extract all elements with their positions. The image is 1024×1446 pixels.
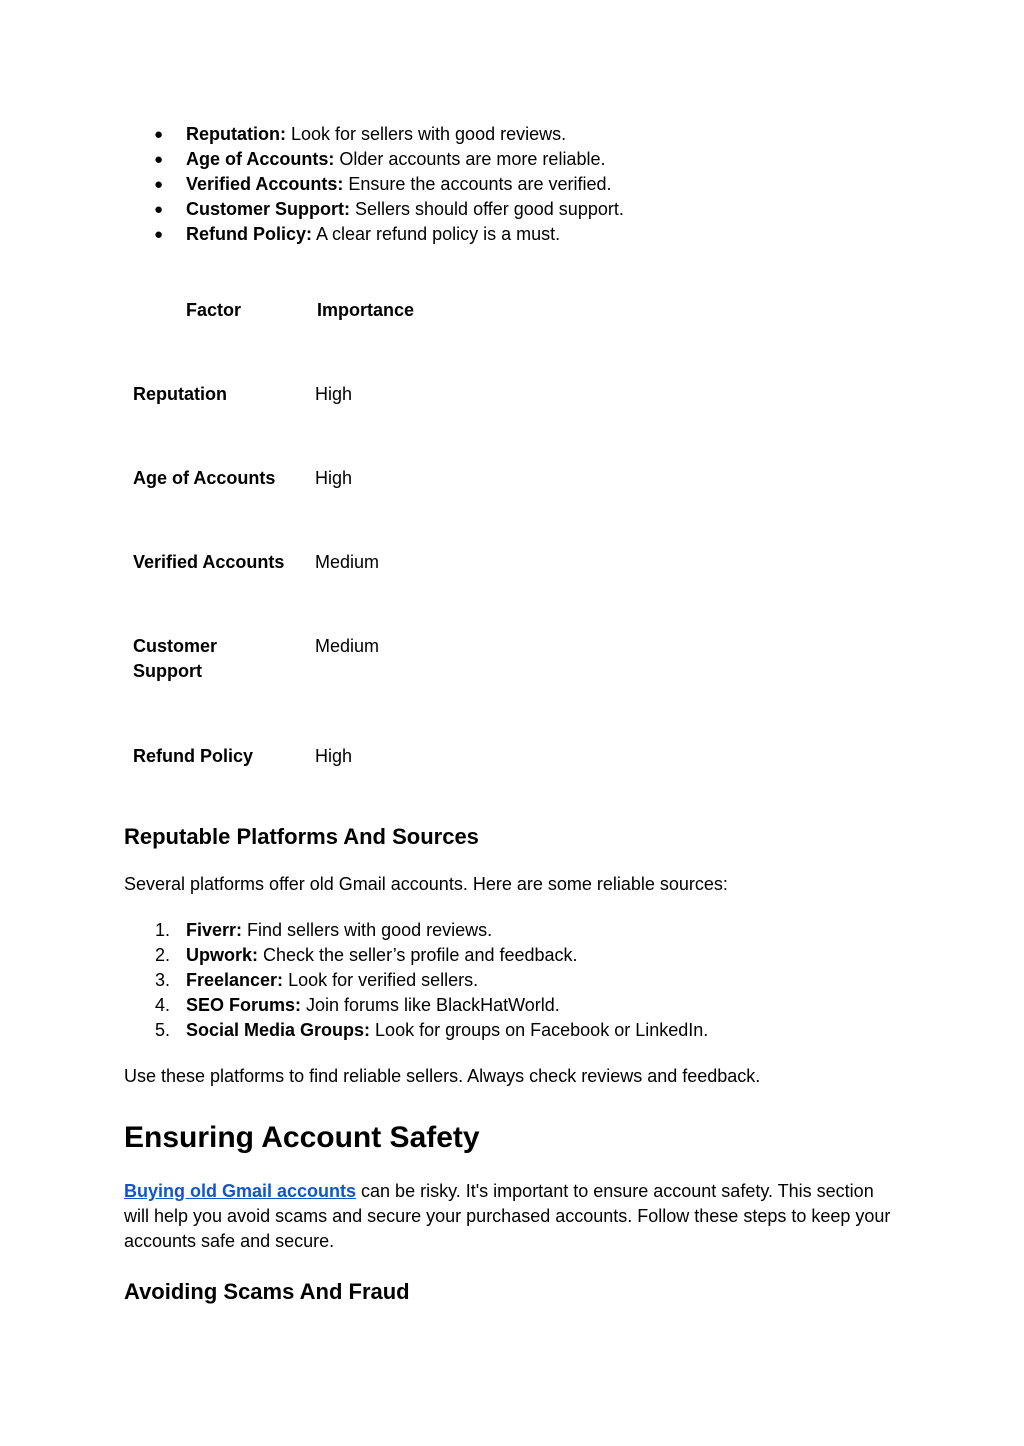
list-number: 2. [155,945,171,965]
table-cell-importance: Medium [315,552,380,572]
platforms-numbered-list [124,918,708,1043]
table-header-factor: Factor [186,300,242,320]
list-number: 5. [155,1020,171,1040]
safety-paragraph [124,1179,894,1254]
table-cell-importance: High [315,384,353,404]
buying-old-gmail-link[interactable]: Buying old Gmail accounts [124,1181,357,1201]
list-item-text: Ensure the accounts are verified. [343,174,612,194]
list-item-label: Age of Accounts: [186,149,335,169]
list-item [124,197,624,222]
table-cell-factor: Refund Policy [133,746,254,766]
platforms-heading: Reputable Platforms And Sources [124,824,479,849]
table-cell-factor: Age of Accounts [133,468,276,488]
list-item [124,147,624,172]
list-item-text: Look for sellers with good reviews. [285,124,567,144]
list-item-label: Refund Policy: [186,224,313,244]
list-item [124,172,624,197]
bullet-icon: ● [154,126,164,143]
list-item-text: Look for groups on Facebook or LinkedIn. [370,1020,709,1040]
list-item-label: Verified Accounts: [186,174,344,194]
list-item [124,222,624,247]
list-number: 3. [155,970,171,990]
table-cell-importance: High [315,468,353,488]
list-item-text: Look for verified sellers. [283,970,479,990]
list-item-text: Join forums like BlackHatWorld. [301,995,560,1015]
list-item-label: Reputation: [186,124,286,144]
table-cell-importance: Medium [315,636,380,656]
list-item [124,918,708,943]
list-item-label: Upwork: [186,945,258,965]
bullet-icon: ● [154,151,164,168]
list-item-text: Find sellers with good reviews. [242,920,493,940]
list-item-label: Fiverr: [186,920,243,940]
list-item-label: Freelancer: [186,970,284,990]
table-cell-importance: High [315,746,353,766]
list-item-text: Check the seller’s profile and feedback. [258,945,578,965]
list-item-text: Older accounts are more reliable. [334,149,606,169]
list-item-text: A clear refund policy is a must. [312,224,561,244]
table-cell-factor: Customer Support [133,636,218,681]
scams-heading: Avoiding Scams And Fraud [124,1279,410,1304]
table-cell-factor: Verified Accounts [133,552,285,572]
list-item-text: Sellers should offer good support. [350,199,624,219]
platforms-outro: Use these platforms to find reliable sellers. Always check reviews and feedback. [124,1066,761,1086]
safety-heading: Ensuring Account Safety [124,1121,480,1154]
table-cell-factor: Reputation [133,384,227,404]
factor-bullet-list [124,122,624,247]
list-number: 4. [155,995,171,1015]
list-item-label: Customer Support: [186,199,350,219]
bullet-icon: ● [154,176,164,193]
table-header-importance: Importance [317,300,415,320]
list-number: 1. [155,920,171,940]
bullet-icon: ● [154,201,164,218]
list-item-label: Social Media Groups: [186,1020,371,1040]
list-item-label: SEO Forums: [186,995,302,1015]
platforms-intro: Several platforms offer old Gmail accounts. Here are some reliable sources: [124,874,728,894]
list-item [124,943,708,968]
list-item [124,968,708,993]
safety-body-text: can be risky. It's important to ensure account safety. This section will help you avoid scams and secure your purchased accounts. Follow these steps to keep your accounts safe and secure. [124,1181,891,1251]
list-item [124,993,708,1018]
list-item [124,1018,708,1043]
list-item [124,122,624,147]
bullet-icon: ● [154,226,164,243]
